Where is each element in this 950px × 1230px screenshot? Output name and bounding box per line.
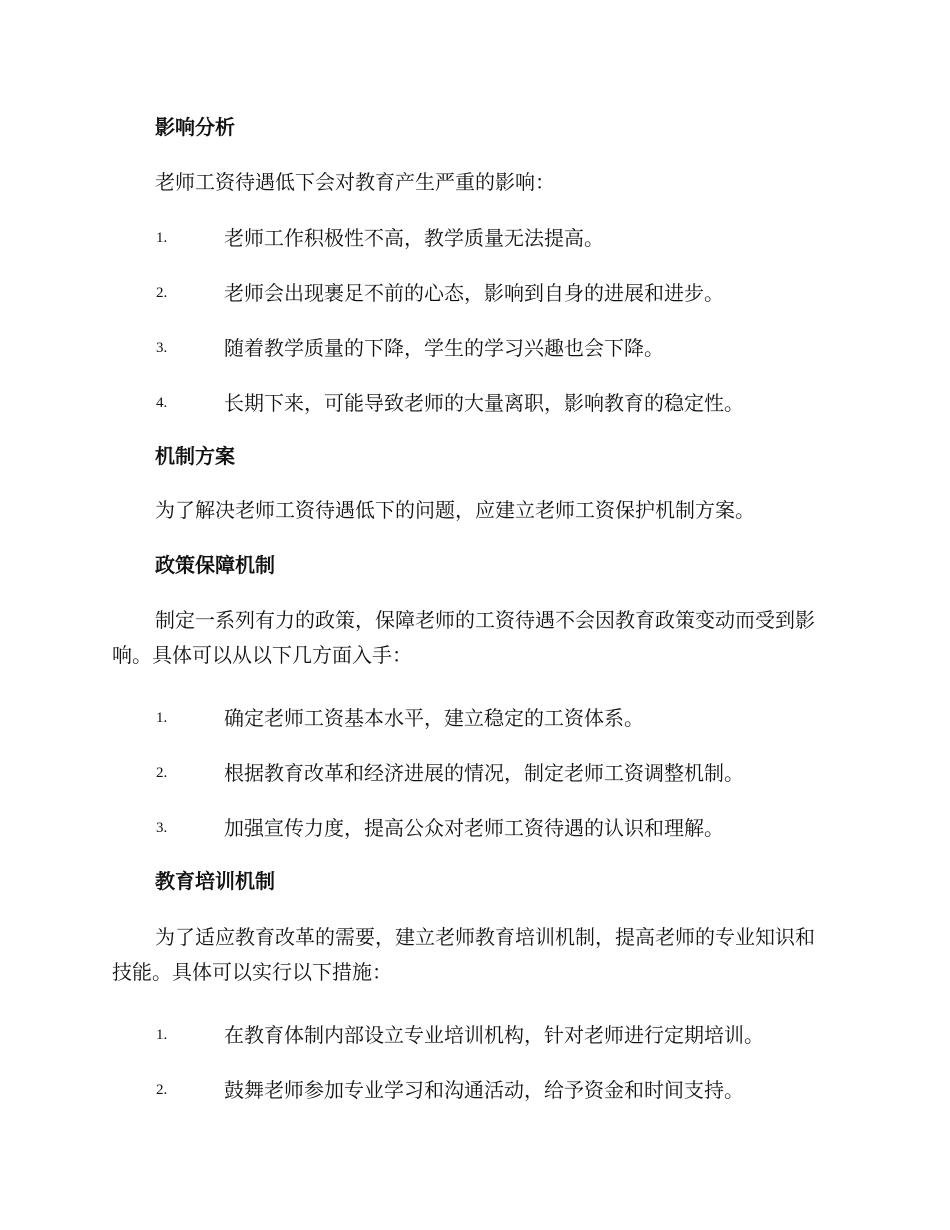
section-heading: 政策保障机制 <box>155 553 275 577</box>
section-paragraph: 为了适应教育改革的需要，建立老师教育培训机制，提高老师的专业知识和技能。具体可以实行以下措施： <box>112 925 815 984</box>
section-paragraph: 制定一系列有力的政策，保障老师的工资待遇不会因教育政策变动而受到影响。具体可以从以下几方面入手： <box>112 608 815 667</box>
list-item-text: 老师工作积极性不高，教学质量无法提高。 <box>224 226 604 250</box>
list-item-number: 2. <box>156 1082 168 1098</box>
section-heading: 教育培训机制 <box>155 869 275 893</box>
list-item-number: 3. <box>156 340 168 356</box>
list-item <box>0 757 950 789</box>
list-item-text: 确定老师工资基本水平，建立稳定的工资体系。 <box>224 706 644 730</box>
list-item-text: 老师会出现裹足不前的心态，影响到自身的进展和进步。 <box>224 281 724 305</box>
list-item <box>0 277 950 309</box>
list-item-text: 随着教学质量的下降，学生的学习兴趣也会下降。 <box>224 336 664 360</box>
list-item-text: 在教育体制内部设立专业培训机构，针对老师进行定期培训。 <box>224 1023 764 1047</box>
list-item-number: 2. <box>156 765 168 781</box>
list-item <box>0 222 950 254</box>
list-item-text: 加强宣传力度，提高公众对老师工资待遇的认识和理解。 <box>224 816 724 840</box>
list-item-number: 2. <box>156 285 168 301</box>
section-paragraph: 老师工资待遇低下会对教育产生严重的影响： <box>155 170 555 194</box>
list-item-text: 鼓舞老师参加专业学习和沟通活动，给予资金和时间支持。 <box>224 1078 744 1102</box>
list-item-number: 1. <box>156 230 168 246</box>
section-paragraph: 为了解决老师工资待遇低下的问题，应建立老师工资保护机制方案。 <box>155 498 755 522</box>
list-item-number: 4. <box>156 395 168 411</box>
list-item <box>0 812 950 844</box>
section-heading: 影响分析 <box>155 115 235 139</box>
list-item <box>0 387 950 419</box>
list-item <box>0 332 950 364</box>
list-item <box>0 1019 950 1051</box>
section-heading: 机制方案 <box>155 444 235 468</box>
list-item-text: 长期下来，可能导致老师的大量离职，影响教育的稳定性。 <box>224 391 744 415</box>
list-item <box>0 1074 950 1106</box>
list-item-number: 1. <box>156 710 168 726</box>
list-item-text: 根据教育改革和经济进展的情况，制定老师工资调整机制。 <box>224 761 744 785</box>
list-item-number: 3. <box>156 820 168 836</box>
list-item-number: 1. <box>156 1027 168 1043</box>
list-item <box>0 702 950 734</box>
